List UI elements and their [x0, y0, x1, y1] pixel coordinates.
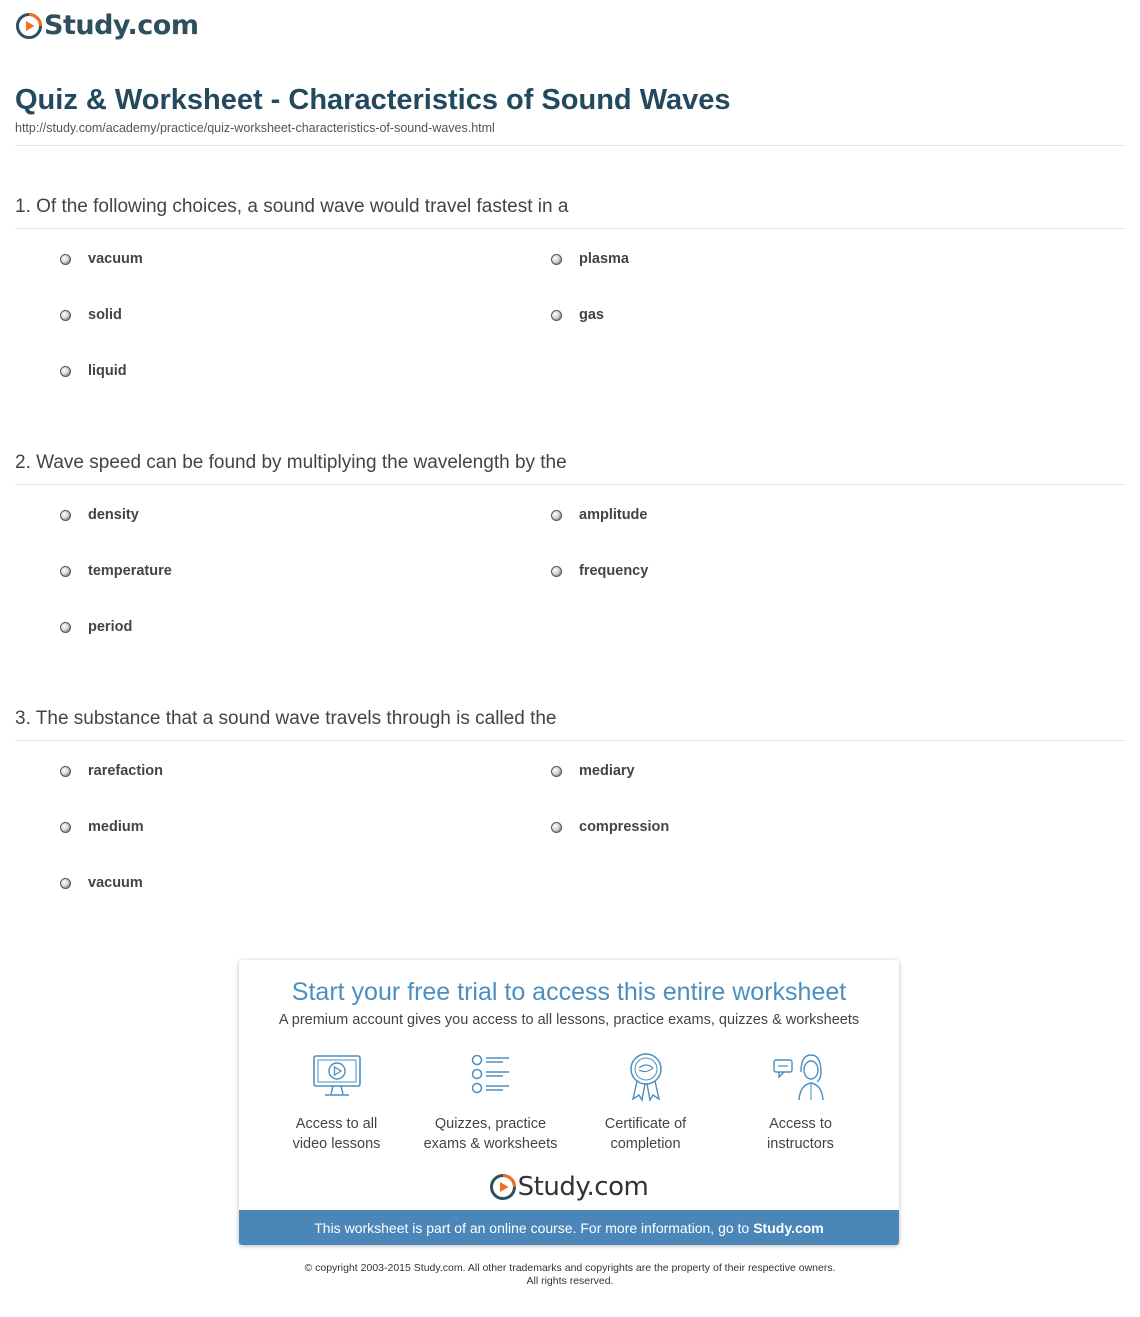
answer-option[interactable]	[60, 305, 122, 325]
question-text: 3. The substance that a sound wave travels through is called the	[15, 706, 1125, 741]
instructor-chat-icon	[771, 1052, 831, 1102]
site-logo-text: Study.com	[44, 10, 199, 41]
page-url: http://study.com/academy/practice/quiz-worksheet-characteristics-of-sound-waves.html	[15, 121, 495, 135]
radio-button-icon[interactable]	[60, 510, 71, 521]
radio-button-icon[interactable]	[551, 822, 562, 833]
feature-video-lessons	[259, 1052, 414, 1154]
feature-label: Access to all video lessons	[292, 1116, 381, 1152]
answer-label: plasma	[579, 251, 629, 267]
answer-option[interactable]	[60, 361, 127, 381]
promo-footer-bar	[239, 1210, 899, 1245]
radio-button-icon[interactable]	[60, 366, 71, 377]
answer-label: amplitude	[579, 507, 648, 523]
answer-option[interactable]	[551, 761, 635, 781]
radio-button-icon[interactable]	[60, 822, 71, 833]
radio-button-icon[interactable]	[551, 766, 562, 777]
radio-button-icon[interactable]	[551, 310, 562, 321]
video-monitor-icon	[309, 1052, 365, 1102]
answer-label: temperature	[88, 563, 172, 579]
answer-option[interactable]	[60, 249, 143, 269]
free-trial-promo	[239, 960, 899, 1245]
radio-button-icon[interactable]	[60, 310, 71, 321]
copyright-line-1: © copyright 2003-2015 Study.com. All other trademarks and copyrights are the property of their respective owners.	[304, 1262, 836, 1274]
answer-options	[15, 741, 1125, 911]
answer-option[interactable]	[60, 617, 132, 637]
answer-option[interactable]	[551, 305, 604, 325]
promo-headline[interactable]: Start your free trial to access this entire worksheet	[291, 978, 847, 1006]
copyright-notice	[0, 1262, 1140, 1288]
certificate-ribbon-icon	[618, 1052, 674, 1102]
question-text: 2. Wave speed can be found by multiplying the wavelength by the	[15, 450, 1125, 485]
answer-option[interactable]	[551, 817, 669, 837]
question-3	[15, 706, 1125, 911]
feature-quizzes	[413, 1052, 568, 1154]
promo-logo-text: Study.com	[517, 1172, 649, 1202]
answer-label: solid	[88, 307, 122, 323]
question-text: 1. Of the following choices, a sound wave would travel fastest in a	[15, 194, 1125, 229]
feature-label: Access to instructors	[767, 1116, 834, 1152]
answer-option[interactable]	[551, 505, 647, 525]
header-divider	[15, 145, 1125, 146]
site-logo[interactable]	[16, 10, 198, 41]
answer-label: compression	[579, 819, 670, 835]
answer-option[interactable]	[60, 561, 172, 581]
answer-label: vacuum	[88, 875, 143, 891]
feature-label: Certificate of completion	[604, 1116, 687, 1152]
answer-label: rarefaction	[88, 763, 163, 779]
answer-label: density	[88, 507, 139, 523]
answer-option[interactable]	[60, 817, 144, 837]
promo-logo[interactable]	[239, 1172, 899, 1202]
promo-subtext: A premium account gives you access to all lessons, practice exams, quizzes & worksheets	[278, 1012, 860, 1028]
page-title: Quiz & Worksheet - Characteristics of Sound Waves	[15, 84, 731, 116]
radio-button-icon[interactable]	[60, 766, 71, 777]
radio-button-icon[interactable]	[60, 622, 71, 633]
answer-option[interactable]	[60, 761, 163, 781]
promo-footer-link[interactable]: Study.com	[753, 1219, 824, 1236]
answer-label: vacuum	[88, 251, 143, 267]
answer-label: mediary	[579, 763, 635, 779]
feature-instructors	[723, 1052, 878, 1154]
copyright-line-2: All rights reserved.	[526, 1275, 614, 1287]
answer-label: liquid	[88, 363, 127, 379]
answer-label: gas	[579, 307, 604, 323]
play-circle-logo-icon	[490, 1174, 516, 1200]
answer-label: frequency	[579, 563, 649, 579]
answer-label: period	[88, 619, 133, 635]
answer-option[interactable]	[551, 249, 629, 269]
question-2	[15, 450, 1125, 655]
question-1	[15, 194, 1125, 399]
feature-label: Quizzes, practice exams & worksheets	[423, 1116, 558, 1152]
answer-option[interactable]	[551, 561, 648, 581]
radio-button-icon[interactable]	[551, 510, 562, 521]
radio-button-icon[interactable]	[551, 254, 562, 265]
answer-options	[15, 485, 1125, 655]
radio-button-icon[interactable]	[60, 254, 71, 265]
answer-label: medium	[88, 819, 144, 835]
play-circle-logo-icon	[16, 13, 42, 39]
radio-button-icon[interactable]	[551, 566, 562, 577]
feature-certificate	[568, 1052, 723, 1154]
checklist-icon	[463, 1052, 519, 1102]
promo-footer-text: This worksheet is part of an online course. For more information, go to	[314, 1219, 750, 1236]
answer-option[interactable]	[60, 505, 139, 525]
answer-options	[15, 229, 1125, 399]
radio-button-icon[interactable]	[60, 566, 71, 577]
answer-option[interactable]	[60, 873, 143, 893]
radio-button-icon[interactable]	[60, 878, 71, 889]
